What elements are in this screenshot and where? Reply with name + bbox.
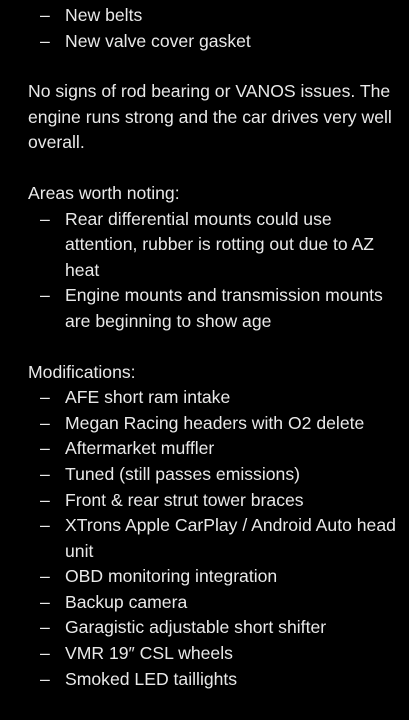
list-item [28,667,404,693]
list-item-text: Tuned (still passes emissions) [65,463,300,484]
dash-bullet: – [40,515,50,536]
list-item [28,488,404,514]
list-item-text: Smoked LED taillights [65,668,238,689]
dash-bullet: – [40,285,50,306]
list-item [28,29,404,55]
areas-heading: Areas worth noting: [28,182,180,203]
list-item-text: Aftermarket muffler [65,438,215,459]
dash-bullet: – [40,412,50,433]
dash-bullet: – [40,387,50,408]
list-item [28,590,404,616]
list-item-text: New valve cover gasket [65,30,251,51]
list-item [28,411,404,437]
list-item [28,3,404,29]
list-item [28,283,404,334]
dash-bullet: – [40,668,50,689]
listing-description [28,3,404,692]
list-item-text: OBD monitoring integration [65,566,278,587]
dash-bullet: – [40,591,50,612]
list-item-text: XTrons Apple CarPlay / Android Auto head unit [65,515,396,561]
list-item [28,641,404,667]
list-item-text: Front & rear strut tower braces [65,489,304,510]
list-item [28,615,404,641]
list-item-text: New belts [65,5,143,25]
dash-bullet: – [40,643,50,664]
dash-bullet: – [40,30,50,51]
dash-bullet: – [40,5,50,25]
list-item-text: AFE short ram intake [65,387,231,408]
dash-bullet: – [40,208,50,229]
modifications-heading: Modifications: [28,361,136,382]
list-item [28,462,404,488]
list-item [28,207,404,284]
list-item-text: Rear differential mounts could use attention, rubber is rotting out due to AZ heat [65,208,375,280]
list-item-text: Backup camera [65,591,188,612]
list-item-text: Garagistic adjustable short shifter [65,617,327,638]
list-item-text: Megan Racing headers with O2 delete [65,412,365,433]
dash-bullet: – [40,463,50,484]
list-item [28,564,404,590]
dash-bullet: – [40,617,50,638]
condition-paragraph: No signs of rod bearing or VANOS issues. The engine runs strong and the car drives very well overall. [28,81,392,153]
modifications-list [28,385,404,692]
dash-bullet: – [40,566,50,587]
list-item [28,436,404,462]
list-item [28,513,404,564]
dash-bullet: – [40,438,50,459]
maintenance-list [28,3,404,54]
list-item [28,385,404,411]
list-item-text: Engine mounts and transmission mounts are beginning to show age [65,285,383,331]
areas-list [28,207,404,335]
list-item-text: VMR 19″ CSL wheels [65,643,233,664]
dash-bullet: – [40,489,50,510]
